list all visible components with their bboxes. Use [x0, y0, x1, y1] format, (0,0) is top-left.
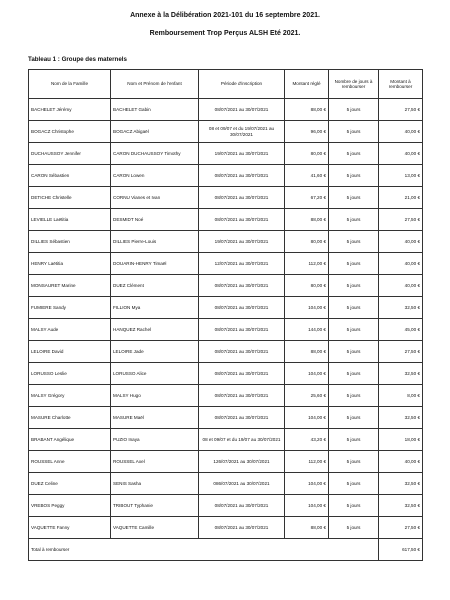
table-row: [29, 363, 423, 385]
cell-amount-paid: 104,00 €: [285, 473, 329, 495]
cell-refund: 40,00 €: [379, 253, 423, 275]
cell-child-name: HANQUEZ Rachel: [111, 319, 199, 341]
cell-period: 08/07/2021 au 30/07/2021: [199, 275, 285, 297]
cell-child-name: VAQUETTE Camille: [111, 517, 199, 539]
cell-refund: 40,00 €: [379, 121, 423, 143]
total-value: 617,50 €: [379, 539, 423, 561]
cell-family-name: DILLIES Sébastien: [29, 231, 111, 253]
cell-refund: 32,50 €: [379, 363, 423, 385]
cell-period: 08/07/2021 au 30/07/2021: [199, 165, 285, 187]
table-row: [29, 473, 423, 495]
cell-refund: 27,50 €: [379, 99, 423, 121]
cell-period: 086/07/2021 au 30/07/2021: [199, 473, 285, 495]
cell-child-name: BOGACZ Abigaël: [111, 121, 199, 143]
cell-refund: 18,00 €: [379, 429, 423, 451]
cell-period: 08/07/2021 au 30/07/2021: [199, 209, 285, 231]
cell-days: 5 jours: [329, 451, 379, 473]
cell-family-name: FUMIERE Sandy: [29, 297, 111, 319]
cell-refund: 45,00 €: [379, 319, 423, 341]
cell-amount-paid: 25,60 €: [285, 385, 329, 407]
cell-family-name: LELOIRE David: [29, 341, 111, 363]
cell-days: 5 jours: [329, 517, 379, 539]
header-family-name: Nom de la Famille: [29, 70, 111, 99]
cell-period: 08/07/2021 au 30/07/2021: [199, 187, 285, 209]
table-title: Tableau 1 : Groupe des maternels: [28, 56, 127, 63]
cell-refund: 32,50 €: [379, 297, 423, 319]
table-row: [29, 165, 423, 187]
cell-family-name: ROUSSEL Anne: [29, 451, 111, 473]
table-row: [29, 319, 423, 341]
cell-child-name: PUZIO Inaya: [111, 429, 199, 451]
header-amount-paid: Montant réglé: [285, 70, 329, 99]
cell-amount-paid: 144,00 €: [285, 319, 329, 341]
table-row: [29, 209, 423, 231]
table-row: [29, 385, 423, 407]
cell-days: 5 jours: [329, 165, 379, 187]
cell-refund: 8,00 €: [379, 385, 423, 407]
cell-family-name: BOGACZ Christophe: [29, 121, 111, 143]
cell-child-name: MASURE Maël: [111, 407, 199, 429]
cell-child-name: CARON DUCHAUSSOY Timothy: [111, 143, 199, 165]
cell-family-name: MASURE Charlotte: [29, 407, 111, 429]
cell-child-name: FILLION Mya: [111, 297, 199, 319]
cell-family-name: BRABANT Angélique: [29, 429, 111, 451]
cell-days: 5 jours: [329, 407, 379, 429]
cell-family-name: MALSY Aude: [29, 319, 111, 341]
cell-child-name: DOUARIN-HENRY Timaël: [111, 253, 199, 275]
cell-days: 5 jours: [329, 231, 379, 253]
cell-amount-paid: 88,00 €: [285, 99, 329, 121]
cell-days: 5 jours: [329, 99, 379, 121]
table-row: [29, 253, 423, 275]
cell-child-name: DILLIES Pierre-Louis: [111, 231, 199, 253]
cell-amount-paid: 104,00 €: [285, 495, 329, 517]
cell-amount-paid: 41,60 €: [285, 165, 329, 187]
cell-days: 5 jours: [329, 121, 379, 143]
cell-amount-paid: 104,00 €: [285, 407, 329, 429]
cell-refund: 32,50 €: [379, 473, 423, 495]
cell-child-name: LELOIRE Jade: [111, 341, 199, 363]
cell-days: 5 jours: [329, 143, 379, 165]
header-amount-to-refund: Montant à rembourser: [379, 70, 423, 99]
cell-refund: 40,00 €: [379, 275, 423, 297]
cell-amount-paid: 88,00 €: [285, 341, 329, 363]
cell-days: 5 jours: [329, 385, 379, 407]
cell-amount-paid: 112,00 €: [285, 253, 329, 275]
cell-family-name: BACHELET Jérémy: [29, 99, 111, 121]
header-registration-period: Période d'inscription: [199, 70, 285, 99]
table-row: [29, 341, 423, 363]
cell-child-name: TRIBOUT Typhanie: [111, 495, 199, 517]
cell-child-name: LORUSSO Alice: [111, 363, 199, 385]
cell-family-name: LEVIELLE Laëtitia: [29, 209, 111, 231]
cell-period: 19/07/2021 au 30/07/2021: [199, 231, 285, 253]
cell-period: 08/07/2021 au 30/07/2021: [199, 341, 285, 363]
cell-period: 08/07/2021 au 30/07/2021: [199, 385, 285, 407]
cell-days: 5 jours: [329, 473, 379, 495]
cell-family-name: HENRY Laëtitia: [29, 253, 111, 275]
cell-period: 08/07/2021 au 30/07/2021: [199, 495, 285, 517]
table-row: [29, 407, 423, 429]
cell-period: 08/07/2021 au 30/07/2021: [199, 407, 285, 429]
cell-refund: 21,00 €: [379, 187, 423, 209]
cell-amount-paid: 88,00 €: [285, 517, 329, 539]
cell-child-name: DUEZ Clément: [111, 275, 199, 297]
cell-refund: 40,00 €: [379, 143, 423, 165]
cell-amount-paid: 80,00 €: [285, 143, 329, 165]
cell-days: 5 jours: [329, 275, 379, 297]
table-row: [29, 297, 423, 319]
table-row: [29, 495, 423, 517]
cell-amount-paid: 88,00 €: [285, 209, 329, 231]
cell-period: 08/07/2021 au 30/07/2021: [199, 517, 285, 539]
cell-refund: 27,50 €: [379, 517, 423, 539]
cell-refund: 40,00 €: [379, 231, 423, 253]
cell-family-name: MONSAURET Marine: [29, 275, 111, 297]
table-row: [29, 275, 423, 297]
cell-family-name: DUEZ Celine: [29, 473, 111, 495]
cell-amount-paid: 80,00 €: [285, 231, 329, 253]
header-child-name: Nom et Prénom de l'enfant: [111, 70, 199, 99]
cell-child-name: CORNU Vianes et Ivan: [111, 187, 199, 209]
cell-period: 08/07/2021 au 30/07/2021: [199, 99, 285, 121]
table-row: [29, 429, 423, 451]
cell-amount-paid: 96,00 €: [285, 121, 329, 143]
cell-period: 12/07/2021 au 30/07/2021: [199, 253, 285, 275]
cell-refund: 32,50 €: [379, 495, 423, 517]
table-row: [29, 231, 423, 253]
cell-family-name: CARON Sébastien: [29, 165, 111, 187]
cell-refund: 27,50 €: [379, 341, 423, 363]
cell-family-name: VREBOS Peggy: [29, 495, 111, 517]
cell-days: 5 jours: [329, 297, 379, 319]
cell-days: 5 jours: [329, 319, 379, 341]
cell-period: 08 et 09/07 et du 19/07 au 30/07/2021: [199, 429, 285, 451]
cell-amount-paid: 80,00 €: [285, 275, 329, 297]
cell-family-name: LORUSSO Leslie: [29, 363, 111, 385]
cell-period: 08 et 09/07 et du 19/07/2021 au 30/07/2021: [199, 121, 285, 143]
cell-days: 5 jours: [329, 209, 379, 231]
table-row: [29, 451, 423, 473]
cell-amount-paid: 43,20 €: [285, 429, 329, 451]
cell-period: 08/07/2021 au 30/07/2021: [199, 363, 285, 385]
cell-days: 5 jours: [329, 187, 379, 209]
cell-child-name: MALSY Hugo: [111, 385, 199, 407]
table-row: [29, 187, 423, 209]
cell-child-name: CARON Lowen: [111, 165, 199, 187]
cell-period: 08/07/2021 au 30/07/2021: [199, 319, 285, 341]
cell-amount-paid: 112,00 €: [285, 451, 329, 473]
cell-refund: 40,00 €: [379, 451, 423, 473]
cell-days: 5 jours: [329, 429, 379, 451]
cell-family-name: DETICHE Christelle: [29, 187, 111, 209]
table-row: [29, 121, 423, 143]
total-label: Total à rembourser: [29, 539, 379, 561]
cell-days: 5 jours: [329, 253, 379, 275]
cell-refund: 27,50 €: [379, 209, 423, 231]
cell-refund: 13,00 €: [379, 165, 423, 187]
table-row: [29, 517, 423, 539]
cell-days: 5 jours: [329, 363, 379, 385]
cell-refund: 32,50 €: [379, 407, 423, 429]
cell-child-name: DESMIDT Noé: [111, 209, 199, 231]
cell-days: 5 jours: [329, 495, 379, 517]
cell-period: 126/07/2021 au 30/07/2021: [199, 451, 285, 473]
cell-amount-paid: 67,20 €: [285, 187, 329, 209]
cell-amount-paid: 104,00 €: [285, 363, 329, 385]
cell-family-name: VAQUETTE Fanny: [29, 517, 111, 539]
table-row: [29, 99, 423, 121]
document-subtitle: Remboursement Trop Perçus ALSH Eté 2021.: [149, 30, 301, 37]
refund-table: [28, 69, 423, 561]
cell-child-name: SENIS Sasha: [111, 473, 199, 495]
header-days-to-refund: Nombre de jours à rembourser: [329, 70, 379, 99]
cell-period: 08/07/2021 au 30/07/2021: [199, 297, 285, 319]
cell-family-name: MALSY Grégory: [29, 385, 111, 407]
cell-period: 19/07/2021 au 30/07/2021: [199, 143, 285, 165]
cell-child-name: BACHELET Gabin: [111, 99, 199, 121]
table-header-row: [29, 70, 423, 99]
document-title: Annexe à la Délibération 2021-101 du 16 septembre 2021.: [130, 12, 320, 19]
cell-days: 5 jours: [329, 341, 379, 363]
table-row: [29, 143, 423, 165]
cell-child-name: ROUSSEL Axel: [111, 451, 199, 473]
total-row: [29, 539, 423, 561]
cell-family-name: DUCHAUSSOY Jennifer: [29, 143, 111, 165]
cell-amount-paid: 104,00 €: [285, 297, 329, 319]
